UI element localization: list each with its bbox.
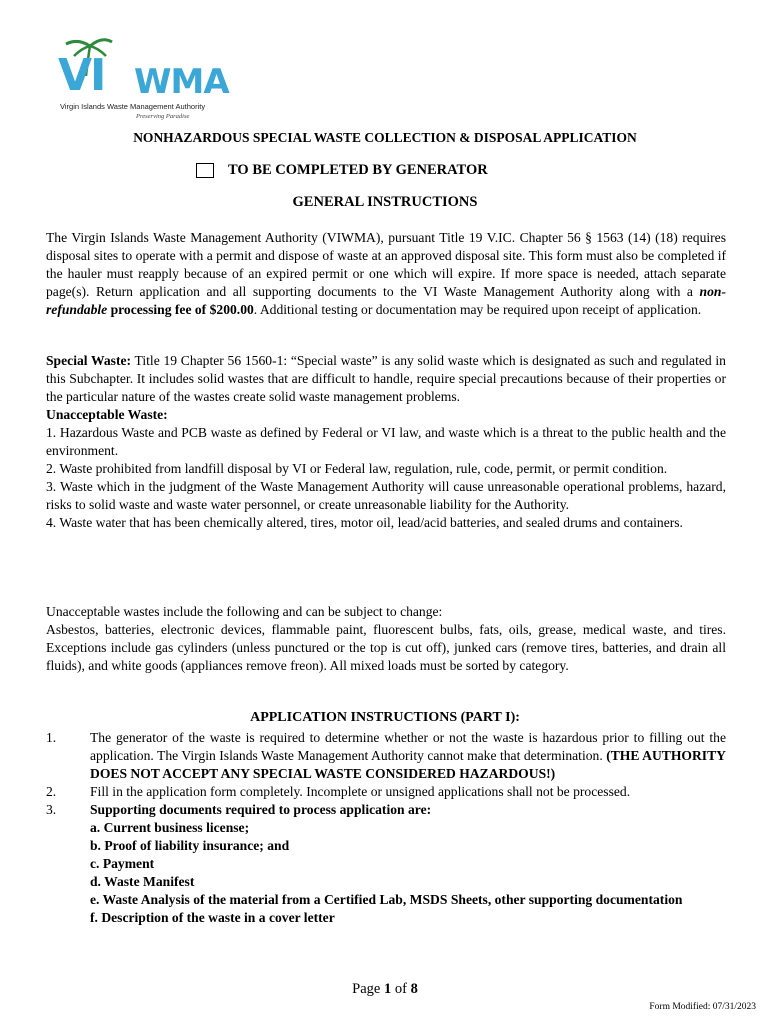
general-instructions-heading: GENERAL INSTRUCTIONS (292, 194, 478, 210)
step-1-text: The generator of the waste is required to determine whether or not the waste is hazardous prior to filling out the application. The Virgin Islands Waste Management Authority cannot make that determination. (90, 730, 726, 763)
page-number: Page 1 of 8 (352, 981, 418, 997)
special-waste-label: Special Waste: (46, 353, 132, 368)
special-waste-section (46, 352, 726, 532)
application-steps (46, 729, 726, 927)
unacceptable-list-text: Asbestos, batteries, electronic devices, flammable paint, fluorescent bulbs, fats, oils, grease, medical waste, and tires. Exceptions include gas cylinders (unless punctured or the top is cut off), junked cars (remove tires, batteries, and drain all fluids), and white goods (appliances remove freon). All mixed loads must be sorted by category. (46, 622, 726, 673)
unacceptable-item-4: 4. Waste water that has been chemically altered, tires, motor oil, lead/acid batteries, and sealed drums and containers. (46, 515, 683, 530)
unacceptable-item-3: 3. Waste which in the judgment of the Waste Management Authority will cause unreasonable operational problems, hazard, risks to solid waste and waste water personnel, or create unreasonable liability for the Authority. (46, 479, 726, 512)
logo-subtitle: Virgin Islands Waste Management Authority (60, 102, 206, 111)
list-item: d. Waste Manifest (90, 874, 195, 889)
processing-fee: processing fee of $200.00 (107, 302, 254, 317)
general-text-1: The Virgin Islands Waste Management Authority (VIWMA), pursuant Title 19 V.IC. Chapter 56 § 1563 (14) (18) requires disposal sites to operate with a permit and dispose of waste at an approved disposal site. This form must also be completed if the hauler must reapply because of an expired permit or one which will expire. If more space is needed, attach separate page(s). Return application and all supporting documents to the VI Waste Management Authority along with a (46, 230, 726, 299)
form-modified-date: Form Modified: 07/31/2023 (649, 1002, 756, 1012)
form-title: NONHAZARDOUS SPECIAL WASTE COLLECTION & DISPOSAL APPLICATION (133, 130, 637, 145)
step-2 (46, 783, 726, 801)
step-1-number: 1. (46, 730, 57, 745)
non-refundable-emphasis: non-refundable (46, 284, 726, 317)
step-3-number: 3. (46, 802, 57, 817)
step-3-text: Supporting documents required to process application are: (90, 802, 432, 817)
general-text-2: . Additional testing or documentation may be required upon receipt of application. (253, 302, 702, 317)
viwma-logo (50, 36, 229, 126)
list-item: a. Current business license; (90, 820, 250, 835)
list-item: f. Description of the waste in a cover letter (90, 910, 335, 925)
list-item: e. Waste Analysis of the material from a Certified Lab, MSDS Sheets, other supporting documentation (90, 892, 683, 907)
logo-vi: VI (58, 50, 105, 101)
logo-wma: WMA (134, 62, 229, 102)
step-1-warning: (THE AUTHORITY DOES NOT ACCEPT ANY SPECIAL WASTE CONSIDERED HAZARDOUS!) (90, 748, 726, 781)
list-item: c. Payment (90, 856, 155, 871)
step-2-number: 2. (46, 784, 57, 799)
step-2-text: Fill in the application form completely. Incomplete or unsigned applications shall not be processed. (90, 784, 631, 799)
supporting-documents-list (90, 819, 726, 927)
step-3 (46, 801, 726, 819)
logo-motto: Preserving Paradise (136, 113, 190, 120)
unacceptable-item-2: 2. Waste prohibited from landfill disposal by VI or Federal law, regulation, rule, code, permit, or permit condition. (46, 461, 668, 476)
unacceptable-item-1: 1. Hazardous Waste and PCB waste as defined by Federal or VI law, and waste which is a threat to the public health and the environment. (46, 425, 726, 458)
list-item: b. Proof of liability insurance; and (90, 838, 290, 853)
application-instructions-heading: APPLICATION INSTRUCTIONS (PART I): (250, 710, 520, 725)
generator-checkbox[interactable] (196, 163, 214, 178)
generator-checkbox-label: TO BE COMPLETED BY GENERATOR (228, 162, 488, 178)
general-instructions-paragraph (46, 229, 726, 319)
step-1 (46, 729, 726, 783)
generator-checkbox-row[interactable] (196, 162, 488, 179)
unacceptable-list-section (46, 603, 726, 675)
special-waste-text: Title 19 Chapter 56 1560-1: “Special waste” is any solid waste which is designated as such and regulated in this Subchapter. It includes solid wastes that are difficult to handle, require special precautions because of their properties or the particular nature of the wastes create solid waste management problems. (46, 353, 726, 404)
unacceptable-list-intro: Unacceptable wastes include the following and can be subject to change: (46, 604, 443, 619)
unacceptable-waste-heading: Unacceptable Waste: (46, 407, 168, 422)
